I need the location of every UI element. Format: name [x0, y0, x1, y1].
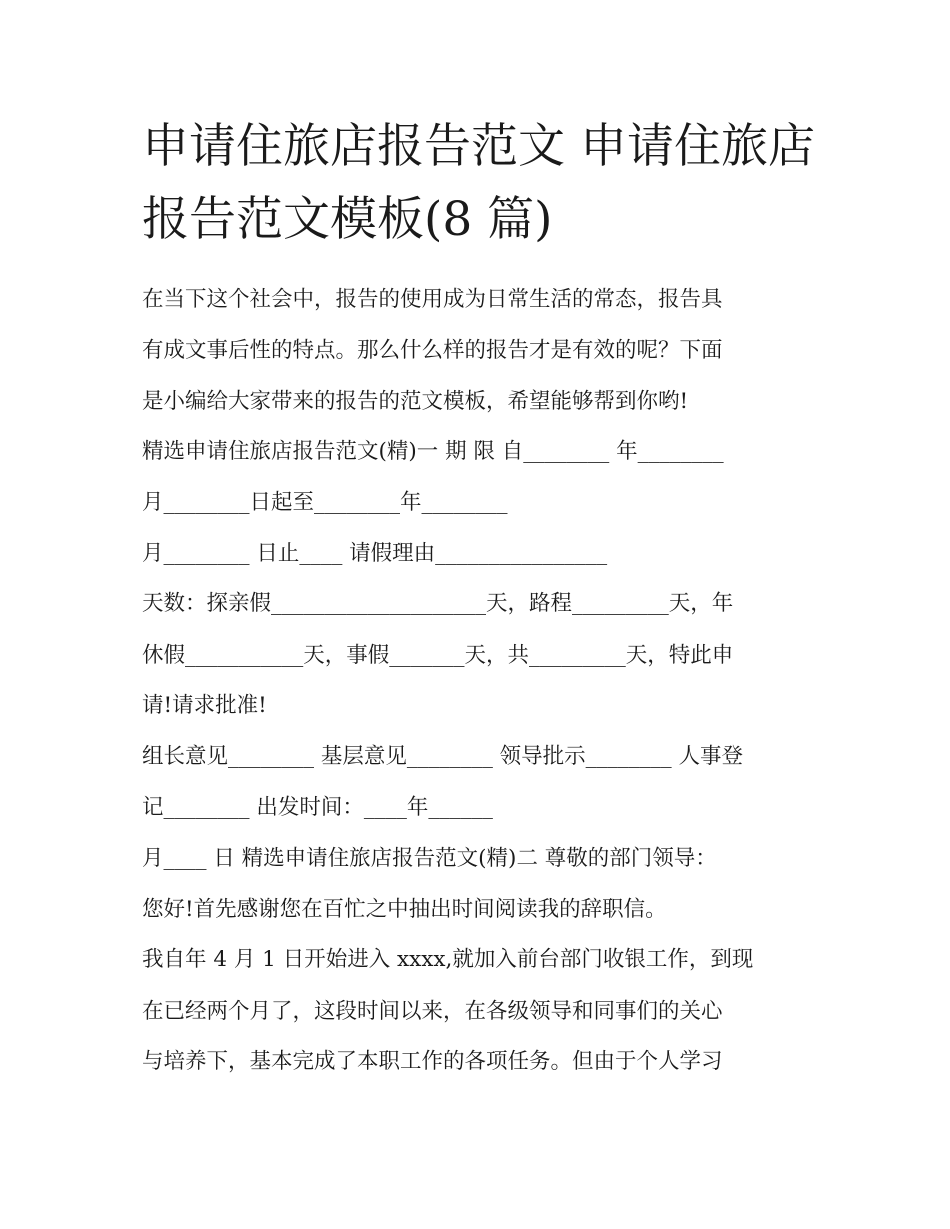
body-line: 在已经两个月了，这段时间以来，在各级领导和同事们的关心	[142, 999, 723, 1024]
body-line: 您好!首先感谢您在百忙之中抽出时间阅读我的辞职信。	[142, 897, 667, 922]
body-line: 有成文事后性的特点。那么什么样的报告才是有效的呢？下面	[142, 338, 723, 363]
body-line: 与培养下，基本完成了本职工作的各项任务。但由于个人学习	[142, 1049, 723, 1074]
body-line: 请!请求批准!	[142, 693, 267, 718]
body-line: 组长意见________ 基层意见________ 领导批示________ 人事登	[142, 744, 744, 769]
body-line: 精选申请住旅店报告范文(精)一 期 限 自________ 年________	[142, 439, 724, 464]
body-line: 天数：探亲假____________________天，路程_________天，年	[142, 591, 734, 616]
body-line: 我自年 4 月 1 日开始进入 xxxx,就加入前台部门收银工作，到现	[142, 947, 754, 972]
body-line: 是小编给大家带来的报告的范文模板，希望能够帮到你哟!	[142, 389, 689, 414]
body-line: 在当下这个社会中，报告的使用成为日常生活的常态，报告具	[142, 287, 723, 312]
body-line: 休假___________天，事假_______天，共_________天，特此申	[142, 643, 734, 668]
body-line: 记________ 出发时间：____年______	[142, 795, 493, 820]
body-line: 月____ 日 精选申请住旅店报告范文(精)二 尊敬的部门领导：	[142, 846, 717, 871]
document-title: 申请住旅店报告范文 申请住旅店报告范文模板(8 篇)	[142, 119, 815, 247]
body-line: 月________日起至________年________	[142, 490, 508, 515]
body-line: 月________ 日止____ 请假理由________________	[142, 541, 608, 566]
